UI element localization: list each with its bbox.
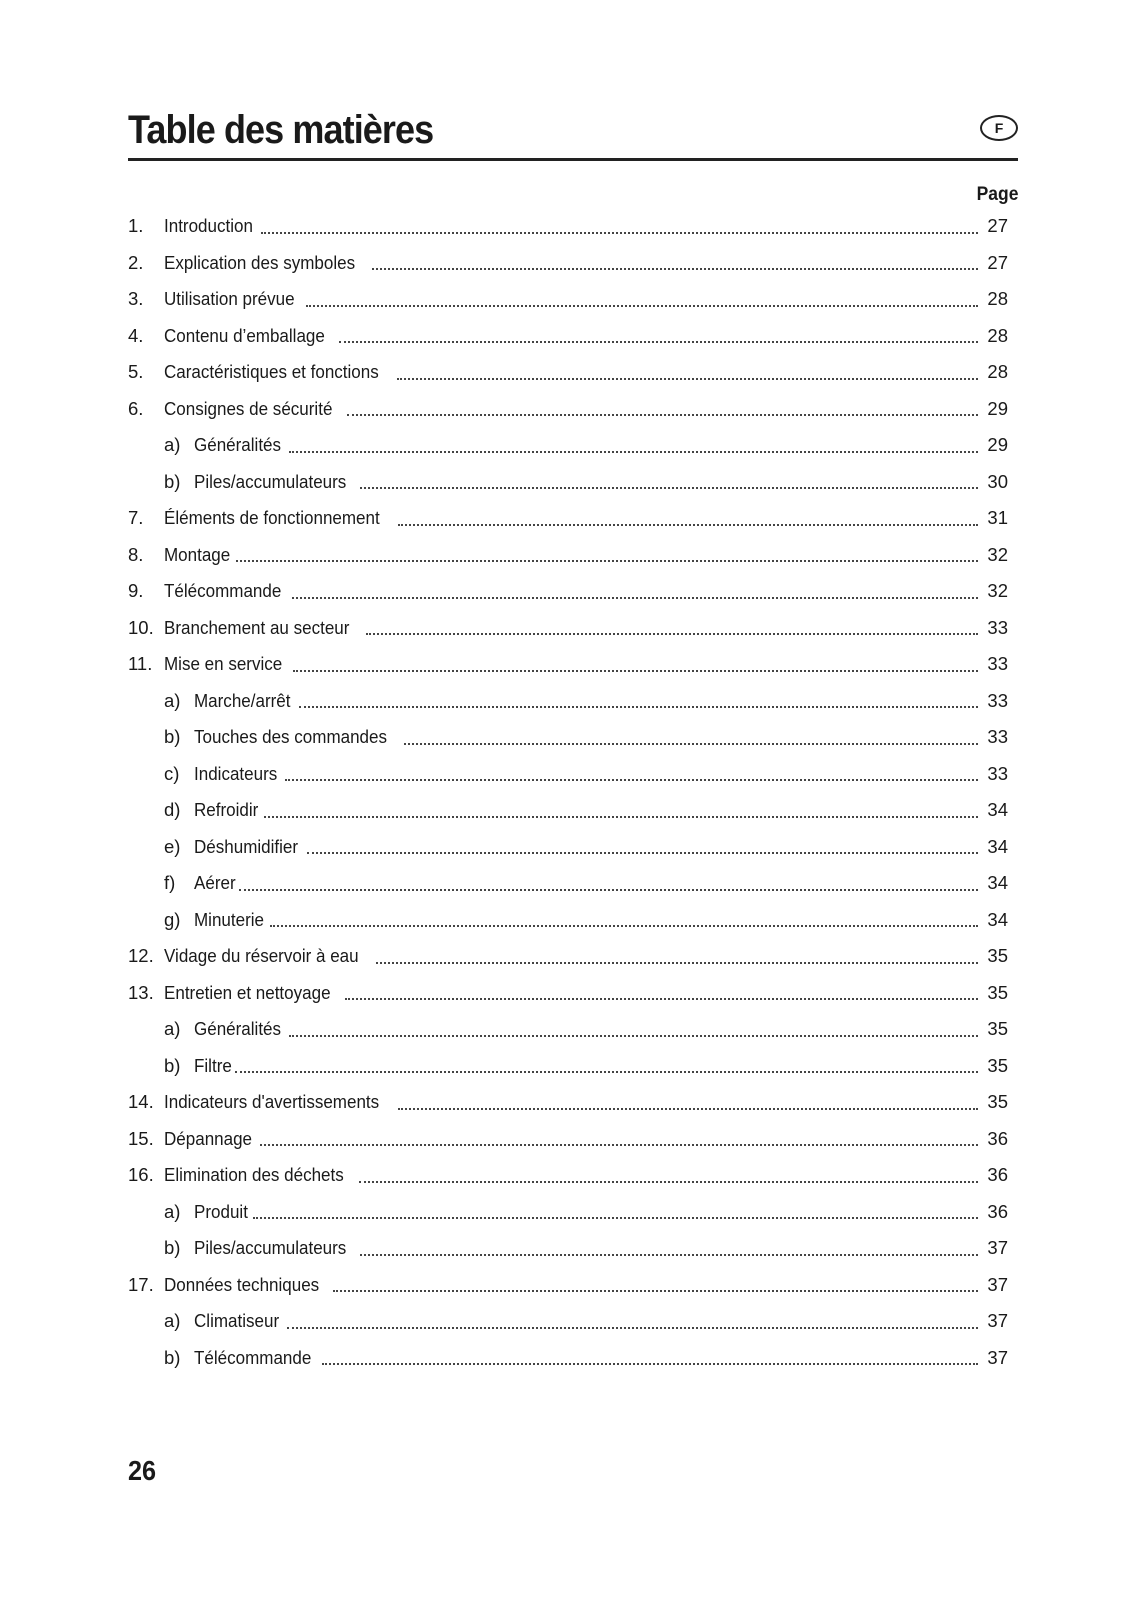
toc-entry[interactable] xyxy=(128,683,1018,720)
toc-entry-title: Utilisation prévue xyxy=(164,288,295,309)
toc-entry-page: 30 xyxy=(987,470,1008,492)
toc-entry-title: Aérer xyxy=(194,872,236,893)
toc-dot-leader xyxy=(287,1326,978,1329)
toc-entry-number: 16. xyxy=(128,1164,154,1185)
toc-entry-number: 5. xyxy=(128,361,144,382)
toc-entry-title: Généralités xyxy=(194,1018,282,1039)
toc-entry-title: Indicateurs d'avertissements xyxy=(164,1091,380,1112)
toc-entry[interactable] xyxy=(128,719,1018,756)
toc-entry-page: 31 xyxy=(987,507,1008,528)
toc-entry[interactable] xyxy=(128,1230,1018,1267)
toc-entry-number: 2. xyxy=(128,251,144,273)
toc-entry-letter: b) xyxy=(164,470,181,492)
toc-entry-title: Montage xyxy=(164,543,231,565)
toc-entry-page: 34 xyxy=(987,835,1008,857)
toc-entry[interactable] xyxy=(128,537,1018,574)
toc-entry-page: 34 xyxy=(987,908,1008,930)
toc-entry-number: 13. xyxy=(128,981,154,1003)
toc-dot-leader xyxy=(366,632,978,635)
toc-entry-letter: b) xyxy=(164,1346,181,1368)
toc-entry[interactable] xyxy=(128,902,1018,939)
toc-dot-leader xyxy=(347,413,978,416)
toc-entry[interactable] xyxy=(128,281,1018,318)
toc-entry-title: Télécommande xyxy=(194,1346,312,1368)
toc-entry-title: Produit xyxy=(194,1200,248,1222)
toc-entry-title: Consignes de sécurité xyxy=(164,397,333,419)
toc-entry-page: 37 xyxy=(987,1346,1008,1368)
toc-entry-number: 8. xyxy=(128,543,144,565)
toc-entry-title: Mise en service xyxy=(164,653,283,674)
toc-entry-letter: b) xyxy=(164,726,181,747)
toc-dot-leader xyxy=(360,486,978,489)
toc-entry-title: Piles/accumulateurs xyxy=(194,1237,347,1258)
toc-dot-leader xyxy=(253,1216,978,1219)
toc-entry-title: Dépannage xyxy=(164,1127,253,1149)
toc-entry-letter: a) xyxy=(164,1200,181,1222)
toc-entry-page: 34 xyxy=(987,799,1008,820)
toc-entry[interactable] xyxy=(128,391,1018,428)
toc-entry-page: 33 xyxy=(987,762,1008,784)
toc-dot-leader xyxy=(270,924,978,927)
toc-entry-number: 10. xyxy=(128,616,154,638)
toc-entry-letter: f) xyxy=(164,872,176,893)
toc-dot-leader xyxy=(236,559,978,562)
toc-entry[interactable] xyxy=(128,975,1018,1012)
toc-entry-letter: g) xyxy=(164,908,181,930)
toc-entry-number: 6. xyxy=(128,397,144,419)
toc-entry[interactable] xyxy=(128,1157,1018,1194)
toc-entry-letter: a) xyxy=(164,1018,181,1039)
toc-dot-leader xyxy=(404,742,978,745)
toc-entry[interactable] xyxy=(128,464,1018,501)
toc-entry[interactable] xyxy=(128,500,1018,537)
toc-dot-leader xyxy=(307,851,978,854)
toc-entry-page: 32 xyxy=(987,580,1008,601)
toc-entry-title: Indicateurs xyxy=(194,762,278,784)
page-header xyxy=(128,100,1018,161)
toc-entry-number: 7. xyxy=(128,507,144,528)
toc-entry-title: Télécommande xyxy=(164,580,282,601)
toc-entry-letter: e) xyxy=(164,835,181,857)
page-number: 26 xyxy=(128,1455,157,1486)
toc-dot-leader xyxy=(285,778,979,781)
toc-entry-page: 33 xyxy=(987,689,1008,711)
toc-entry[interactable] xyxy=(128,646,1018,683)
toc-entry-title: Elimination des déchets xyxy=(164,1164,344,1185)
toc-entry-page: 28 xyxy=(987,324,1008,346)
toc-entry-page: 37 xyxy=(987,1273,1008,1295)
toc-entry[interactable] xyxy=(128,938,1018,975)
toc-entry-title: Filtre xyxy=(194,1054,232,1076)
toc-entry[interactable] xyxy=(128,208,1018,245)
toc-entry[interactable] xyxy=(128,829,1018,866)
toc-dot-leader xyxy=(360,1253,978,1256)
toc-entry-title: Vidage du réservoir à eau xyxy=(164,945,359,966)
toc-entry[interactable] xyxy=(128,1194,1018,1231)
toc-entry[interactable] xyxy=(128,1084,1018,1121)
toc-entry-page: 29 xyxy=(987,434,1008,455)
toc-entry-letter: a) xyxy=(164,1310,181,1331)
language-badge: F xyxy=(980,115,1018,141)
toc-entry-page: 35 xyxy=(987,945,1008,966)
toc-entry-title: Refroidir xyxy=(194,799,259,820)
toc-entry-page: 36 xyxy=(987,1164,1008,1185)
toc-entry-page: 27 xyxy=(987,251,1008,273)
toc-entry[interactable] xyxy=(128,1303,1018,1340)
toc-entry-page: 29 xyxy=(987,397,1008,419)
toc-entry[interactable] xyxy=(128,1267,1018,1304)
toc-dot-leader xyxy=(376,961,978,964)
toc-entry-number: 1. xyxy=(128,215,144,236)
toc-entry-title: Branchement au secteur xyxy=(164,616,350,638)
toc-dot-leader xyxy=(339,340,978,343)
toc-dot-leader xyxy=(293,669,978,672)
toc-dot-leader xyxy=(398,1107,978,1110)
toc-entry[interactable] xyxy=(128,1011,1018,1048)
toc-entry-title: Climatiseur xyxy=(194,1310,280,1331)
toc-entry-letter: d) xyxy=(164,799,181,820)
toc-entry-title: Piles/accumulateurs xyxy=(194,470,347,492)
toc-entry-page: 33 xyxy=(987,653,1008,674)
toc-dot-leader xyxy=(260,1143,978,1146)
toc-dot-leader xyxy=(333,1289,978,1292)
toc-entry-number: 12. xyxy=(128,945,154,966)
toc-entry-page: 32 xyxy=(987,543,1008,565)
toc-dot-leader xyxy=(264,815,978,818)
toc-entry-page: 33 xyxy=(987,616,1008,638)
toc-entry-title: Caractéristiques et fonctions xyxy=(164,361,379,382)
toc-entry-title: Introduction xyxy=(164,215,253,236)
toc-entry-page: 28 xyxy=(987,361,1008,382)
toc-entry[interactable] xyxy=(128,318,1018,355)
toc-entry-letter: b) xyxy=(164,1054,181,1076)
toc-entry-page: 34 xyxy=(987,872,1008,893)
toc-entry[interactable] xyxy=(128,573,1018,610)
toc-entry-page: 36 xyxy=(987,1200,1008,1222)
toc-entry[interactable] xyxy=(128,427,1018,464)
toc-entry-title: Déshumidifier xyxy=(194,835,299,857)
toc-entry-number: 17. xyxy=(128,1273,154,1295)
toc-entry-page: 35 xyxy=(987,1054,1008,1076)
toc-entry-number: 15. xyxy=(128,1127,154,1149)
toc-dot-leader xyxy=(372,267,978,270)
toc-entry-title: Touches des commandes xyxy=(194,726,387,747)
toc-dot-leader xyxy=(261,231,978,234)
toc-dot-leader xyxy=(322,1362,978,1365)
toc-entry-title: Données techniques xyxy=(164,1273,320,1295)
toc-dot-leader xyxy=(359,1180,978,1183)
toc-dot-leader xyxy=(345,997,978,1000)
toc-dot-leader xyxy=(235,1070,978,1073)
toc-dot-leader xyxy=(239,888,978,891)
toc-entry-title: Minuterie xyxy=(194,908,265,930)
toc-entry-title: Marche/arrêt xyxy=(194,689,291,711)
toc-entry-page: 36 xyxy=(987,1127,1008,1149)
toc-entry-number: 14. xyxy=(128,1091,154,1112)
toc-entry-title: Contenu d’emballage xyxy=(164,324,325,346)
toc-entry[interactable] xyxy=(128,865,1018,902)
toc-entry-page: 35 xyxy=(987,1091,1008,1112)
toc-entry[interactable] xyxy=(128,756,1018,793)
toc-entry[interactable] xyxy=(128,245,1018,282)
toc-entry[interactable] xyxy=(128,1048,1018,1085)
toc-entry-number: 4. xyxy=(128,324,144,346)
toc-entry[interactable] xyxy=(128,792,1018,829)
toc-dot-leader xyxy=(289,1034,978,1037)
toc-entry-page: 37 xyxy=(987,1310,1008,1331)
toc-dot-leader xyxy=(292,596,978,599)
toc-entry-page: 33 xyxy=(987,726,1008,747)
toc-entry-title: Explication des symboles xyxy=(164,251,356,273)
toc-dot-leader xyxy=(289,450,978,453)
toc-entry-number: 3. xyxy=(128,288,144,309)
toc-dot-leader xyxy=(398,523,978,526)
toc-entry[interactable] xyxy=(128,354,1018,391)
toc-entry-letter: a) xyxy=(164,434,181,455)
table-of-contents xyxy=(128,208,1018,1376)
page-column-label: Page xyxy=(976,184,1018,205)
toc-entry[interactable] xyxy=(128,1121,1018,1158)
toc-entry-letter: c) xyxy=(164,762,180,784)
toc-entry-title: Entretien et nettoyage xyxy=(164,981,331,1003)
toc-dot-leader xyxy=(299,705,978,708)
toc-entry-number: 9. xyxy=(128,580,144,601)
toc-entry-title: Éléments de fonctionnement xyxy=(164,507,380,528)
toc-entry-page: 35 xyxy=(987,981,1008,1003)
toc-entry-letter: a) xyxy=(164,689,181,711)
toc-entry[interactable] xyxy=(128,610,1018,647)
toc-entry-title: Généralités xyxy=(194,434,282,455)
toc-entry-letter: b) xyxy=(164,1237,181,1258)
toc-entry[interactable] xyxy=(128,1340,1018,1377)
toc-entry-page: 37 xyxy=(987,1237,1008,1258)
toc-dot-leader xyxy=(306,304,978,307)
toc-entry-page: 35 xyxy=(987,1018,1008,1039)
toc-entry-page: 27 xyxy=(987,215,1008,236)
toc-entry-page: 28 xyxy=(987,288,1008,309)
toc-entry-number: 11. xyxy=(128,653,153,674)
page-title: Table des matières xyxy=(128,108,434,152)
toc-dot-leader xyxy=(397,377,978,380)
